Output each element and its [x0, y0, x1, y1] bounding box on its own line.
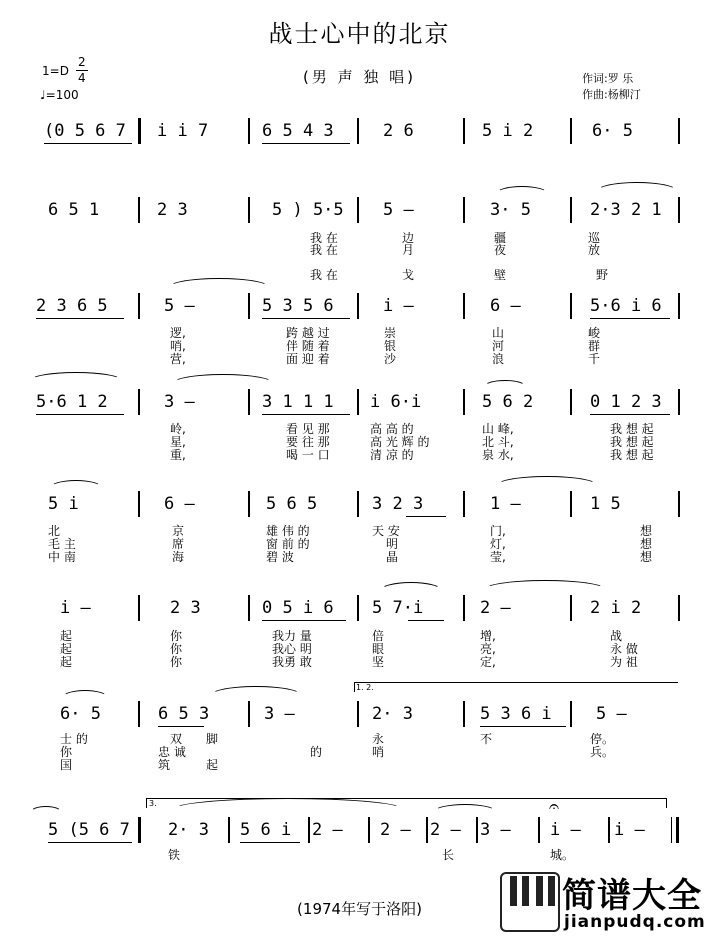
lyric: 群: [588, 339, 601, 353]
measure: 2· 3: [372, 704, 413, 724]
lyric: 不: [480, 732, 493, 746]
lyric: 亮,: [480, 642, 496, 656]
barline: [248, 491, 250, 517]
lyric: 我 想 起: [610, 435, 654, 449]
barline: [678, 293, 680, 319]
lyric: 巡: [588, 231, 601, 245]
lyric: 我力 量: [272, 629, 312, 643]
lyric: 伴 随 着: [286, 339, 330, 353]
measure: 2·3 2 1: [590, 200, 662, 220]
lyric: 疆: [494, 231, 507, 245]
measure: 2 6: [383, 121, 414, 141]
measure: 6· 5: [592, 121, 633, 141]
lyric: 士 的: [60, 732, 88, 746]
lyric: 我 在: [310, 268, 338, 282]
underline: [240, 842, 300, 843]
measure: i –: [383, 296, 414, 316]
lyric: 哨,: [170, 339, 186, 353]
underline: [406, 516, 446, 517]
measure: 5 i 2: [482, 121, 534, 141]
measure: 5 –: [164, 296, 195, 316]
slur: [168, 278, 270, 297]
footer-note: (1974年写于洛阳): [297, 900, 422, 918]
lyric: 定,: [480, 655, 496, 669]
volta-bracket: [354, 682, 678, 683]
lyric: 起: [60, 655, 73, 669]
lyric: 北: [48, 524, 61, 538]
measure: 3 2 3: [372, 494, 424, 514]
lyric: 山 峰,: [482, 422, 514, 436]
lyric: 永: [372, 732, 385, 746]
lyric: 兵。: [590, 745, 615, 759]
measure: 5 –: [383, 200, 414, 220]
barline: [538, 817, 540, 843]
barline: [248, 595, 250, 621]
volta-label: 1. 2.: [356, 683, 374, 692]
measure: i –: [550, 820, 581, 840]
lyric: 我 在: [310, 231, 338, 245]
lyric: 营,: [170, 352, 186, 366]
lyric: 门,: [490, 524, 506, 538]
lyric: 峻: [588, 326, 601, 340]
final-barline: [676, 817, 679, 843]
lyric: 哨: [372, 745, 385, 759]
underline: [262, 143, 350, 144]
measure: 6· 5: [60, 704, 101, 724]
barline: [570, 389, 572, 415]
barline: [570, 118, 572, 144]
lyric: 戈: [402, 268, 415, 282]
barline: [138, 491, 140, 517]
lyric: 崇: [384, 326, 397, 340]
fermata-icon: 𝄐: [549, 796, 560, 817]
slur: [434, 804, 496, 819]
underline: [36, 414, 124, 415]
lyric: 灯,: [490, 537, 506, 551]
lyric: 我 在: [310, 243, 338, 257]
measure: 2 3: [157, 200, 188, 220]
lyric: 坚: [372, 655, 385, 669]
lyric: 你: [170, 642, 183, 656]
barline: [463, 491, 465, 517]
underline: [48, 842, 132, 843]
barline: [357, 389, 359, 415]
measure: 2 –: [480, 598, 511, 618]
measure: 5 6 i: [240, 820, 292, 840]
barline: [463, 293, 465, 319]
lyric: 夜: [494, 243, 507, 257]
lyric: 城。: [550, 848, 575, 862]
underline: [480, 726, 566, 727]
barline: [357, 118, 359, 144]
barline: [463, 389, 465, 415]
underline: [44, 143, 132, 144]
volta-bracket-edge: [666, 798, 667, 808]
measure: 0 1 2 3: [590, 392, 662, 412]
measure: 5 (5 6 7: [48, 820, 130, 840]
volta-label: 3.: [149, 799, 157, 808]
measure: 6 5 1: [48, 200, 100, 220]
lyric: 国: [60, 758, 73, 772]
barline: [138, 293, 140, 319]
barline: [463, 595, 465, 621]
barline: [138, 701, 140, 727]
lyric: 倍: [372, 629, 385, 643]
measure: 5·6 1 2: [36, 392, 108, 412]
lyric: 想: [640, 537, 653, 551]
measure: 5 i: [48, 494, 79, 514]
lyric: 跨 越 过: [286, 326, 330, 340]
lyric: 天 安: [372, 524, 400, 538]
measure: 3 –: [264, 704, 295, 724]
measure: i –: [60, 598, 91, 618]
lyric: 战: [610, 629, 623, 643]
lyric: 想: [640, 524, 653, 538]
slur: [62, 690, 108, 705]
key-signature: 1=D: [42, 64, 69, 78]
measure: 6 5 3: [158, 704, 210, 724]
slur: [496, 186, 548, 201]
lyric: 河: [492, 339, 505, 353]
lyric: 起: [60, 629, 73, 643]
slur: [172, 798, 404, 821]
lyric: 沙: [384, 352, 397, 366]
measure: 5 3 5 6: [262, 296, 334, 316]
lyric: 海: [172, 550, 185, 564]
barline: [463, 197, 465, 223]
measure: 0 5 i 6: [262, 598, 334, 618]
lyric: 你: [170, 655, 183, 669]
measure: 2 –: [312, 820, 343, 840]
lyric: 增,: [480, 629, 496, 643]
underline: [590, 318, 670, 319]
slur: [30, 372, 122, 389]
barline: [426, 817, 428, 843]
lyric: 高 光 辉 的: [370, 435, 430, 449]
lyric: 莹,: [490, 550, 506, 564]
time-signature-denominator: 4: [78, 71, 86, 85]
lyric: 面 迎 着: [286, 352, 330, 366]
measure: i i 7: [157, 121, 209, 141]
slur: [172, 374, 274, 393]
lyric: 京: [172, 524, 185, 538]
lyric: 高 高 的: [370, 422, 414, 436]
measure: 2 –: [430, 820, 461, 840]
repeat-barline: [138, 817, 141, 843]
measure: 5 6 2: [482, 392, 534, 412]
measure: (0 5 6 7: [44, 121, 126, 141]
measure: 6 –: [164, 494, 195, 514]
slur: [596, 182, 678, 201]
measure: 1 –: [490, 494, 521, 514]
measure: 5 3 6 i: [480, 704, 552, 724]
lyric: 看 见 那: [286, 422, 330, 436]
measure: 1 5: [590, 494, 621, 514]
slur: [50, 480, 102, 495]
lyric: 边: [402, 231, 415, 245]
measure: i –: [614, 820, 645, 840]
barline: [463, 118, 465, 144]
measure: i 6·i: [370, 392, 422, 412]
lyricist-credit: 作词:罗 乐: [582, 72, 634, 85]
piano-keys-icon: [500, 872, 560, 932]
site-logo[interactable]: [500, 868, 719, 937]
lyric: 眼: [372, 642, 385, 656]
lyric: 你: [60, 745, 73, 759]
barline: [678, 491, 680, 517]
measure: 5 6 5: [266, 494, 318, 514]
lyric: 中 南: [48, 550, 76, 564]
lyric: 千: [588, 352, 601, 366]
lyric: 筑: [158, 758, 171, 772]
barline: [357, 293, 359, 319]
lyric: 我 想 起: [610, 422, 654, 436]
barline: [357, 491, 359, 517]
lyric: 脚: [206, 732, 219, 746]
barline: [357, 197, 359, 223]
lyric: 岭,: [170, 422, 186, 436]
logo-url: jianpudq.com: [564, 912, 706, 932]
lyric: 窗 前 的: [266, 537, 310, 551]
underline: [408, 620, 444, 621]
barline: [608, 817, 610, 843]
slur: [210, 686, 302, 705]
lyric: 起: [206, 758, 219, 772]
lyric: 重,: [170, 448, 186, 462]
measure: 3 –: [480, 820, 511, 840]
lyric: 停。: [590, 732, 615, 746]
measure: 2 –: [380, 820, 411, 840]
barline: [476, 817, 478, 843]
measure: 3· 5: [490, 200, 531, 220]
page-title: 战士心中的北京: [268, 20, 451, 48]
underline: [262, 620, 346, 621]
lyric: 野: [596, 268, 609, 282]
measure: 5 ) 5·5: [272, 200, 344, 220]
lyric: 逻,: [170, 326, 186, 340]
lyric: 喝 一 口: [286, 448, 330, 462]
lyric: 长: [442, 848, 455, 862]
lyric: 银: [384, 339, 397, 353]
measure: 5 –: [596, 704, 627, 724]
time-signature-numerator: 2: [78, 55, 86, 69]
measure: 6 –: [490, 296, 521, 316]
tempo-marking: ♩=100: [40, 88, 79, 102]
measure: 3 1 1 1: [262, 392, 334, 412]
lyric: 永 做: [610, 642, 638, 656]
lyric: 我勇 敢: [272, 655, 312, 669]
barline: [138, 595, 140, 621]
lyric: 我心 明: [272, 642, 312, 656]
composer-credit: 作曲:杨柳汀: [582, 88, 641, 101]
measure: 5 7·i: [372, 598, 424, 618]
underline: [262, 414, 350, 415]
lyric: 清 凉 的: [370, 448, 414, 462]
lyric: 要 往 那: [286, 435, 330, 449]
lyric: 起: [60, 642, 73, 656]
lyric: 北 斗,: [482, 435, 514, 449]
slur: [484, 380, 526, 393]
lyric: 山: [492, 326, 505, 340]
measure: 2 i 2: [590, 598, 642, 618]
barline: [678, 118, 680, 144]
measure: 6 5 4 3: [262, 121, 334, 141]
barline: [570, 293, 572, 319]
page-subtitle: (男 声 独 唱): [302, 68, 416, 86]
measure: 2 3: [170, 598, 201, 618]
barline: [138, 197, 140, 223]
lyric: 的: [310, 745, 323, 759]
volta-bracket-edge: [146, 798, 147, 808]
measure: 5·6 i 6: [590, 296, 662, 316]
barline: [357, 595, 359, 621]
lyric: 席: [172, 537, 185, 551]
underline: [590, 414, 670, 415]
barline: [678, 595, 680, 621]
barline: [138, 389, 140, 415]
barline: [248, 197, 250, 223]
underline: [262, 318, 350, 319]
lyric: 毛 主: [48, 537, 76, 551]
lyric: 明: [386, 537, 399, 551]
slur: [30, 806, 62, 819]
lyric: 泉 水,: [482, 448, 514, 462]
slur: [484, 580, 606, 599]
logo-brand: 简谱大全: [562, 876, 702, 916]
barline: [463, 701, 465, 727]
underline: [36, 318, 124, 319]
barline: [357, 701, 359, 727]
lyric: 壁: [494, 268, 507, 282]
measure: 2· 3: [168, 820, 209, 840]
barline: [678, 197, 680, 223]
lyric: 雄 伟 的: [266, 524, 310, 538]
repeat-barline: [138, 118, 141, 144]
barline: [248, 118, 250, 144]
lyric: 晶: [386, 550, 399, 564]
measure: 3 –: [164, 392, 195, 412]
lyric: 碧 波: [266, 550, 294, 564]
final-barline-thin: [671, 817, 672, 843]
lyric: 月: [402, 243, 415, 257]
lyric: 我 想 起: [610, 448, 654, 462]
slur: [380, 582, 442, 599]
lyric: 放: [588, 243, 601, 257]
barline: [570, 197, 572, 223]
slur: [496, 476, 598, 495]
underline: [158, 726, 204, 727]
lyric: 浪: [492, 352, 505, 366]
barline: [678, 389, 680, 415]
volta-bracket-edge: [354, 682, 355, 692]
measure: 2 3 6 5: [36, 296, 108, 316]
lyric: 双: [170, 732, 183, 746]
volta-bracket: [146, 798, 666, 799]
lyric: 忠 诚: [158, 745, 186, 759]
barline: [570, 701, 572, 727]
lyric: 你: [170, 629, 183, 643]
lyric: 铁: [168, 848, 181, 862]
lyric: 星,: [170, 435, 186, 449]
lyric: 为 祖: [610, 655, 638, 669]
lyric: 想: [640, 550, 653, 564]
